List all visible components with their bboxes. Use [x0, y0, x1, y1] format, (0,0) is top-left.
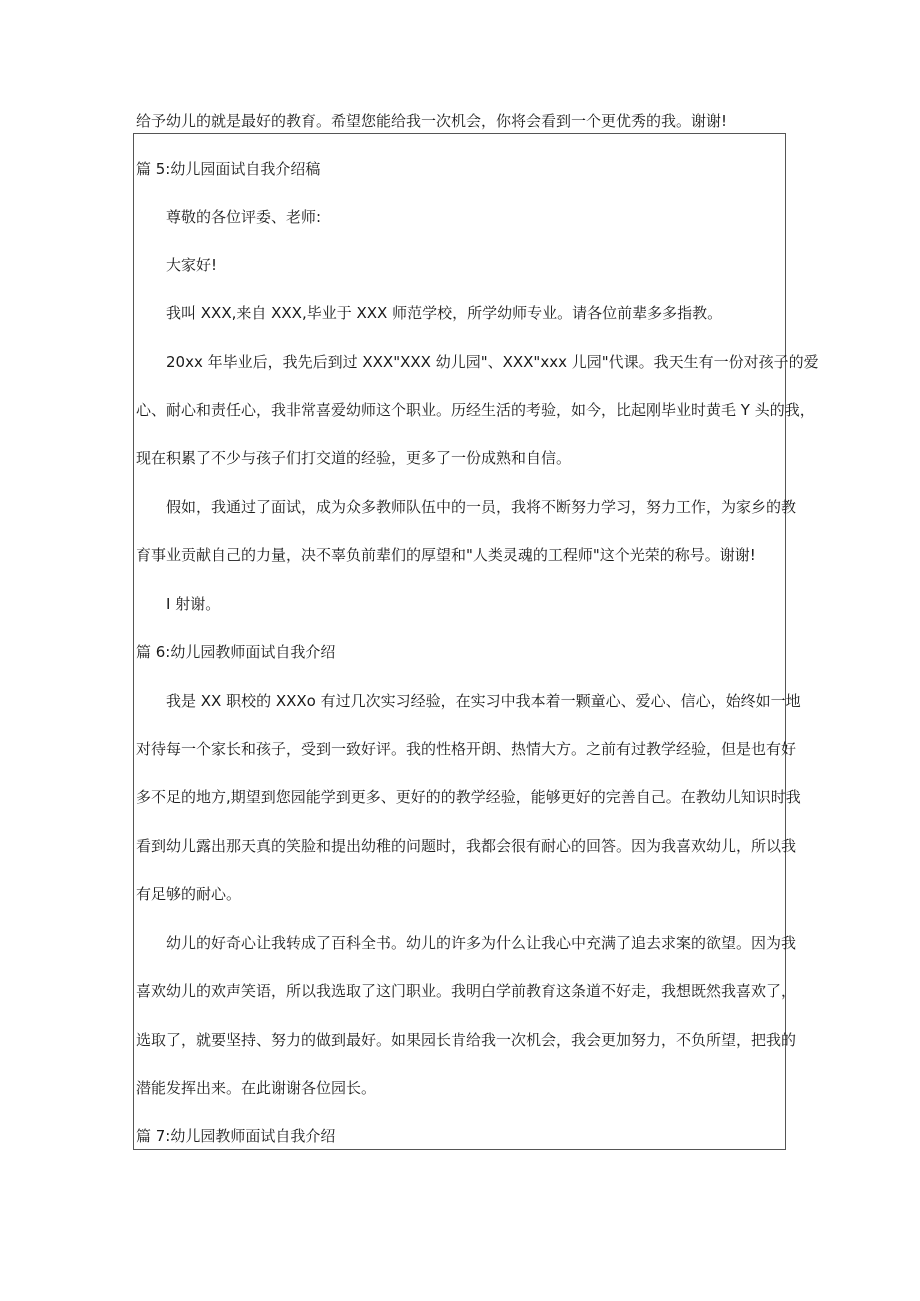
- salutation: 尊敬的各位评委、老师:: [166, 208, 322, 226]
- section-6-paragraph-2-line-1: 幼儿的好奇心让我转成了百科全书。幼儿的许多为什么让我心中充满了追去求案的欲望。因为我: [166, 934, 797, 952]
- section-5-heading: 篇 5:幼儿园面试自我介绍稿: [136, 160, 321, 178]
- section-6-heading: 篇 6:幼儿园教师面试自我介绍: [136, 643, 336, 661]
- section-5-paragraph-3-line-1: 假如，我通过了面试，成为众多教师队伍中的一员，我将不断努力学习，努力工作，为家乡的教: [166, 498, 797, 516]
- section-6-paragraph-1-line-2: 对待每一个家长和孩子，受到一致好评。我的性格开朗、热情大方。之前有过教学经验，但是也有好: [136, 740, 797, 758]
- section-5-paragraph-2-line-2: 心、耐心和责任心，我非常喜爱幼师这个职业。历经生活的考验，如今，比起刚毕业时黄毛 Y 头的我，: [136, 401, 815, 419]
- section-5-paragraph-2-line-3: 现在积累了不少与孩子们打交道的经验，更多了一份成熟和自信。: [136, 449, 572, 467]
- section-6-paragraph-1-line-4: 看到幼儿露出那天真的笑脸和提出幼稚的问题时，我都会很有耐心的回答。因为我喜欢幼儿，所以我: [136, 837, 797, 855]
- section-5-paragraph-3-line-2: 育事业贡献自己的力量，决不辜负前辈们的厚望和"人类灵魂的工程师"这个光荣的称号。谢谢!: [136, 546, 756, 564]
- section-6-paragraph-1-line-5: 有足够的耐心。: [136, 885, 242, 903]
- section-5-closing: I 射谢。: [166, 595, 221, 613]
- intro-line: 给予幼儿的就是最好的教育。希望您能给我一次机会，你将会看到一个更优秀的我。谢谢!: [136, 112, 728, 130]
- section-6-paragraph-2-line-4: 潜能发挥出来。在此谢谢各位园长。: [136, 1079, 377, 1097]
- section-6-paragraph-2-line-2: 喜欢幼儿的欢声笑语，所以我选取了这门职业。我明白学前教育这条道不好走，我想既然我喜欢了，: [136, 982, 797, 1000]
- section-5-paragraph-2-line-1: 20xx 年毕业后，我先后到过 XXX"XXX 幼儿园"、XXX"xxx 儿园"代课。我天生有一份对孩子的爱: [166, 353, 819, 371]
- section-6-paragraph-1-line-1: 我是 XX 职校的 XXXo 有过几次实习经验，在实习中我本着一颗童心、爱心、信心，始终如一地: [166, 692, 801, 710]
- greeting: 大家好!: [166, 256, 218, 274]
- section-7-heading: 篇 7:幼儿园教师面试自我介绍: [136, 1127, 336, 1145]
- section-6-paragraph-2-line-3: 选取了，就要坚持、努力的做到最好。如果园长肯给我一次机会，我会更加努力，不负所望，把我的: [136, 1031, 797, 1049]
- section-6-paragraph-1-line-3: 多不足的地方,期望到您园能学到更多、更好的的教学经验，能够更好的完善自己。在教幼儿知识时我: [136, 788, 801, 806]
- section-5-paragraph-1: 我叫 XXX,来自 XXX,毕业于 XXX 师范学校，所学幼师专业。请各位前辈多多指教。: [166, 304, 723, 322]
